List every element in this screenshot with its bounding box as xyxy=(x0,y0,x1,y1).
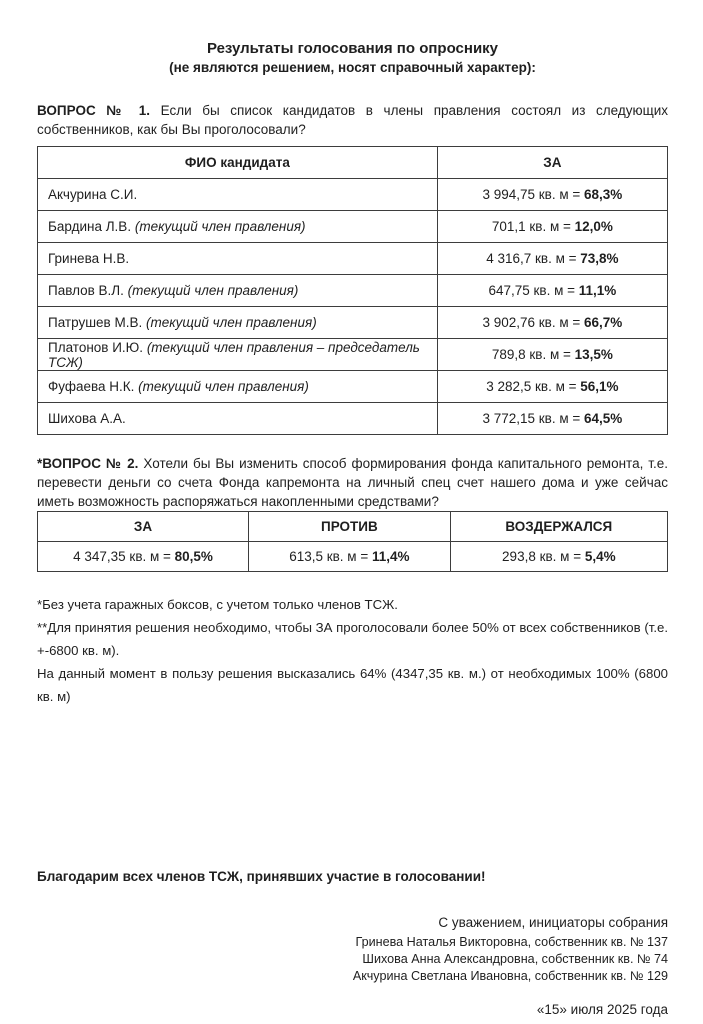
question1-table xyxy=(37,146,668,435)
header-protiv: ПРОТИВ xyxy=(249,512,451,542)
candidate-name-cell: Бардина Л.В. (текущий член правления) xyxy=(38,211,438,243)
footnotes xyxy=(37,593,668,708)
table-header-row xyxy=(38,512,668,542)
vote-value-cell: 4 347,35 кв. м = 80,5% xyxy=(38,542,249,572)
vote-value-cell: 647,75 кв. м = 11,1% xyxy=(437,275,667,307)
vote-value-cell: 613,5 кв. м = 11,4% xyxy=(249,542,451,572)
table-row xyxy=(38,243,668,275)
vote-value-cell: 293,8 кв. м = 5,4% xyxy=(450,542,667,572)
header-candidate-name: ФИО кандидата xyxy=(38,147,438,179)
signature-block xyxy=(37,914,668,984)
page-subtitle: (не являются решением, носят справочный характер): xyxy=(169,60,536,75)
candidate-name-cell: Павлов В.Л. (текущий член правления) xyxy=(38,275,438,307)
table-row xyxy=(38,542,668,572)
table-row xyxy=(38,275,668,307)
table-row xyxy=(38,307,668,339)
candidate-name-cell: Гринева Н.В. xyxy=(38,243,438,275)
question1-text: Если бы список кандидатов в члены правления состоял из следующих собственников, как бы Вы проголосовали? xyxy=(37,103,668,137)
candidate-name-cell: Акчурина С.И. xyxy=(38,179,438,211)
thanks-line: Благодарим всех членов ТСЖ, принявших участие в голосовании! xyxy=(37,869,486,884)
footnote-line: *Без учета гаражных боксов, с учетом только членов ТСЖ. xyxy=(37,597,398,612)
table-row xyxy=(38,211,668,243)
header-za: ЗА xyxy=(437,147,667,179)
table-row xyxy=(38,179,668,211)
candidate-name-cell: Фуфаева Н.К. (текущий член правления) xyxy=(38,371,438,403)
signature-line: Акчурина Светлана Ивановна, собственник кв. № 129 xyxy=(352,968,668,983)
vote-value-cell: 789,8 кв. м = 13,5% xyxy=(437,339,667,371)
document-date: «15» июля 2025 года xyxy=(536,1002,668,1018)
signature-line: Гринева Наталья Викторовна, собственник кв. № 137 xyxy=(355,935,668,949)
table-row xyxy=(38,371,668,403)
vote-value-cell: 3 902,76 кв. м = 66,7% xyxy=(437,307,667,339)
vote-value-cell: 701,1 кв. м = 12,0% xyxy=(437,211,667,243)
header-vozderzhalsya: ВОЗДЕРЖАЛСЯ xyxy=(450,512,667,542)
question2-table xyxy=(37,511,668,572)
question1-label: ВОПРОС № 1. xyxy=(37,103,151,118)
question1-table-body xyxy=(38,179,668,435)
footnote-line: **Для принятия решения необходимо, чтобы ЗА проголосовали более 50% от всех собственников (т.е. +-6800 кв. м). xyxy=(37,620,668,658)
header-za: ЗА xyxy=(38,512,249,542)
vote-value-cell: 3 994,75 кв. м = 68,3% xyxy=(437,179,667,211)
vote-value-cell: 4 316,7 кв. м = 73,8% xyxy=(437,243,667,275)
question2-label: *ВОПРОС № 2. xyxy=(37,456,139,471)
vote-value-cell: 3 282,5 кв. м = 56,1% xyxy=(437,371,667,403)
candidate-name-cell: Патрушев М.В. (текущий член правления) xyxy=(38,307,438,339)
question2-text: Хотели бы Вы изменить способ формирования фонда капитального ремонта, т.е. перевести деньги со счета Фонда капремонта на личный спец счет нашего дома и уже сейчас иметь возможность распоряжаться накопленными средствами? xyxy=(37,456,669,509)
signature-line: Шихова Анна Александровна, собственник кв. № 74 xyxy=(362,951,668,966)
candidate-name-cell: Платонов И.Ю. (текущий член правления – председатель ТСЖ) xyxy=(38,339,438,371)
footnote-line: На данный момент в пользу решения высказались 64% (4347,35 кв. м.) от необходимых 100% (6800 кв. м) xyxy=(37,666,668,704)
question2-paragraph xyxy=(37,454,668,511)
table-row xyxy=(38,403,668,435)
table-row xyxy=(38,339,668,371)
vote-value-cell: 3 772,15 кв. м = 64,5% xyxy=(437,403,667,435)
question1-paragraph xyxy=(37,101,668,139)
page-title: Результаты голосования по опроснику xyxy=(206,40,499,57)
signature-salutation: С уважением, инициаторы собрания xyxy=(438,915,668,930)
candidate-name-cell: Шихова А.А. xyxy=(38,403,438,435)
table-header-row xyxy=(38,147,668,179)
